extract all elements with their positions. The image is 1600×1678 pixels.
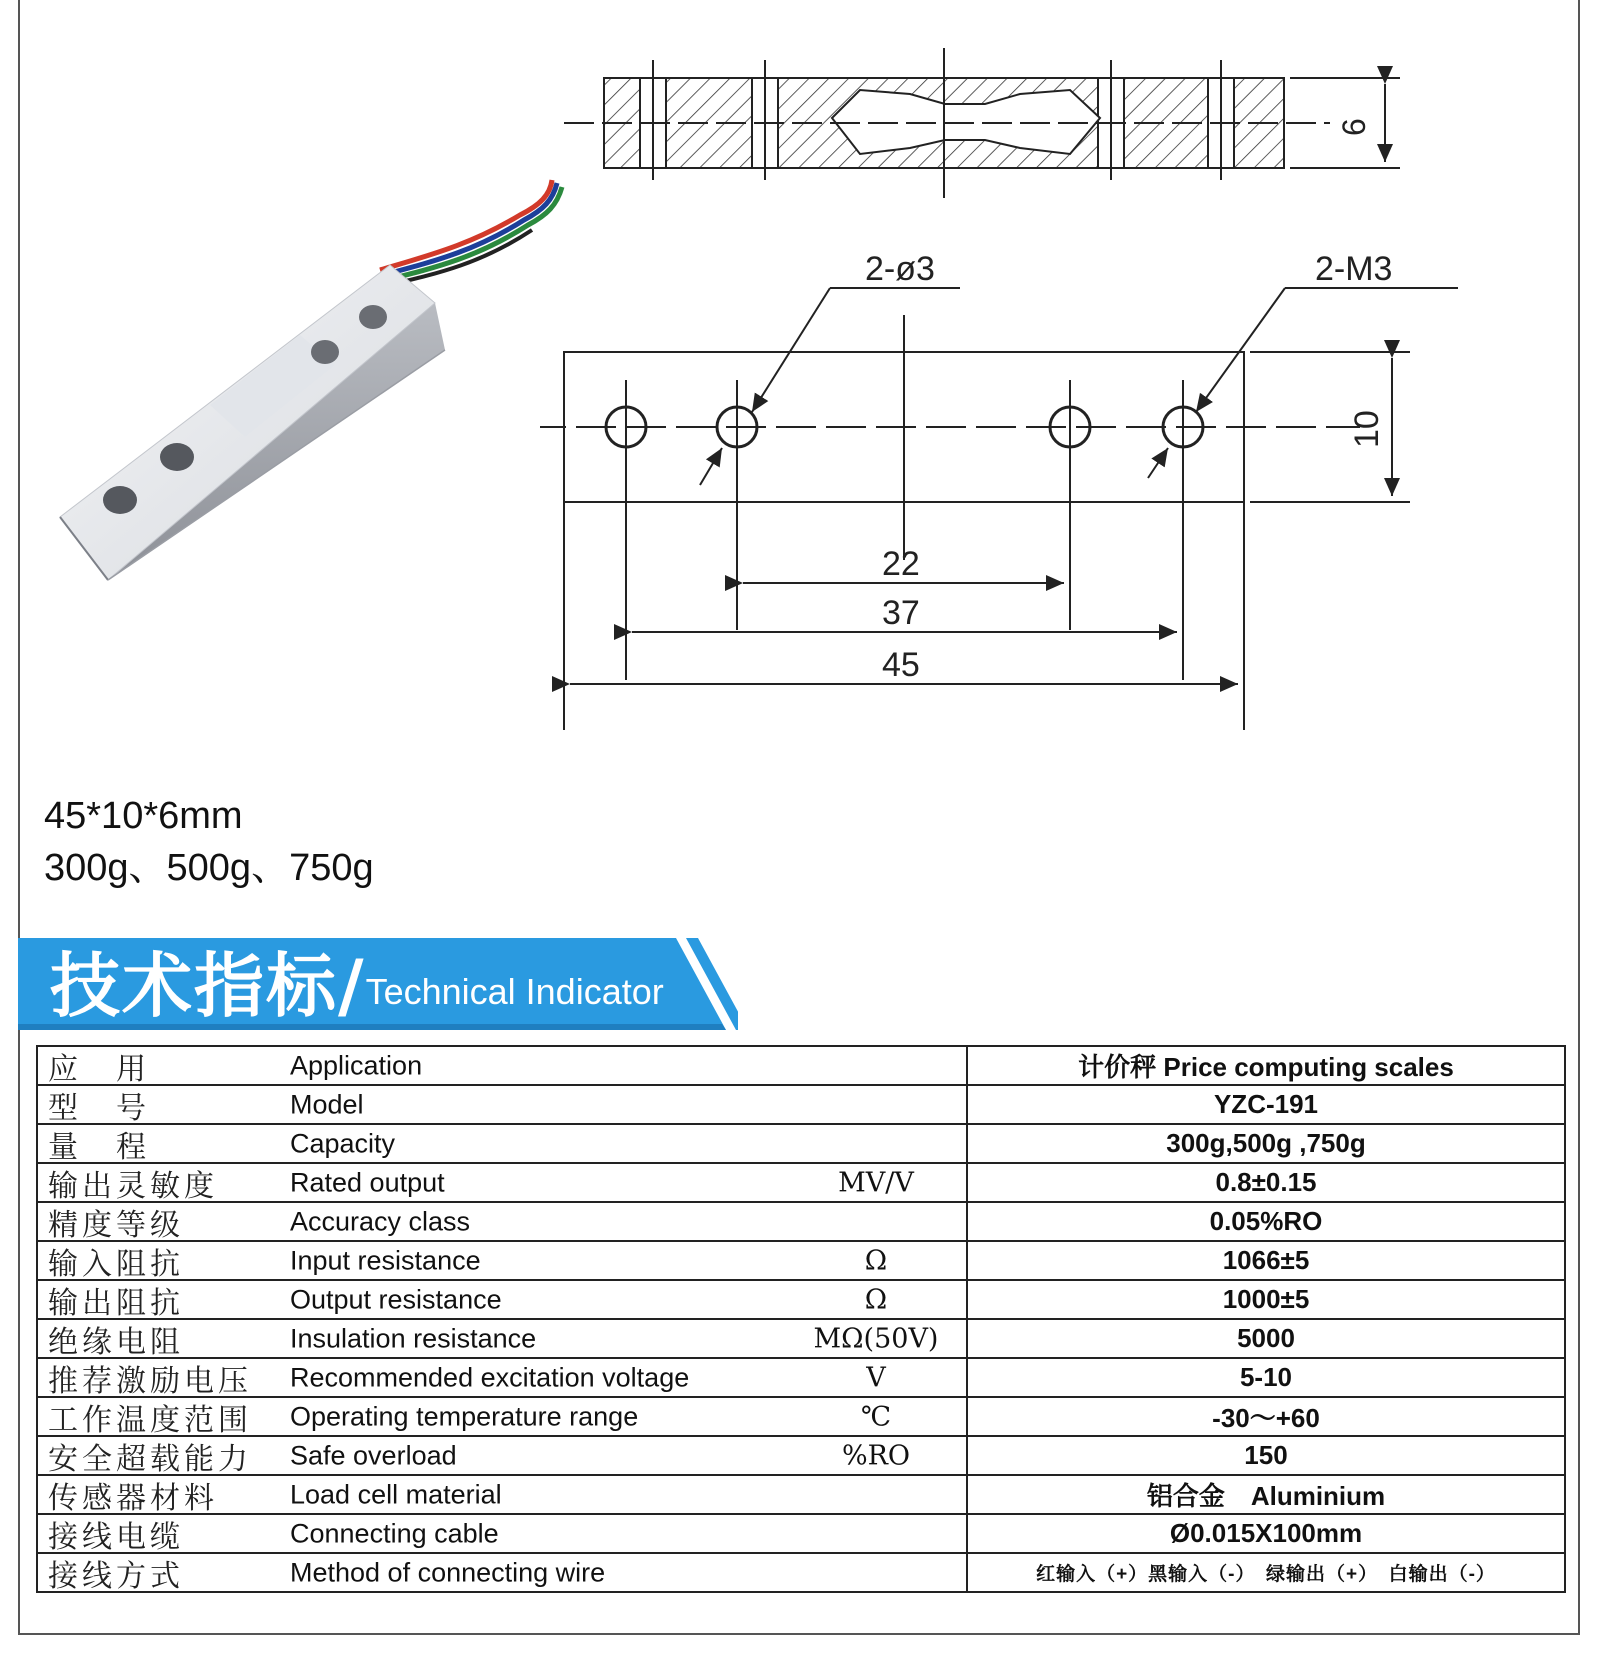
spec-unit: MΩ(50V) xyxy=(813,1323,939,1354)
spec-row xyxy=(37,1124,1565,1163)
spec-row xyxy=(37,1085,1565,1124)
section-title-cn: 技术指标/ xyxy=(50,945,366,1027)
spec-param-cn: 推荐激励电压 xyxy=(48,1363,252,1397)
spec-unit: ℃ xyxy=(860,1401,892,1432)
spec-param-cn: 输出阻抗 xyxy=(48,1285,184,1319)
spec-row xyxy=(37,1397,1565,1436)
spec-value: 1066±5 xyxy=(967,1241,1565,1280)
spec-row xyxy=(37,1046,1565,1085)
spec-value: 150 xyxy=(967,1436,1565,1475)
spec-row xyxy=(37,1202,1565,1241)
spec-row xyxy=(37,1241,1565,1280)
section-title-en: Technical Indicator xyxy=(365,971,664,1012)
spec-unit: MV/V xyxy=(838,1167,914,1198)
threads-label: 2-M3 xyxy=(1315,250,1393,288)
load-cell-photo xyxy=(50,175,610,645)
spec-param-cell xyxy=(37,1124,967,1163)
spec-param-en: Rated output xyxy=(290,1167,445,1197)
spec-row xyxy=(37,1514,1565,1553)
spec-value: -30～+60 xyxy=(967,1397,1565,1436)
product-size: 45*10*6mm xyxy=(44,795,243,837)
spec-param-en: Insulation resistance xyxy=(290,1323,537,1353)
top-plan-view xyxy=(540,288,1458,730)
spec-param-en: Recommended excitation voltage xyxy=(290,1362,690,1392)
spec-value: 5000 xyxy=(967,1319,1565,1358)
spec-value: 5-10 xyxy=(967,1358,1565,1397)
spec-row xyxy=(37,1319,1565,1358)
spec-param-cn: 输出灵敏度 xyxy=(48,1168,218,1202)
spec-param-en: Application xyxy=(290,1050,423,1080)
spec-value: 0.05%RO xyxy=(967,1202,1565,1241)
spec-param-cell xyxy=(37,1202,967,1241)
spec-param-cell xyxy=(37,1046,967,1085)
spec-param-cn: 工作温度范围 xyxy=(48,1402,252,1436)
technical-drawing xyxy=(540,30,1580,770)
dim-width-label: 10 xyxy=(1348,410,1386,448)
spec-value: YZC-191 xyxy=(967,1085,1565,1124)
spec-param-cn: 接线电缆 xyxy=(48,1519,184,1553)
spec-row xyxy=(37,1553,1565,1592)
product-capacities: 300g、500g、750g xyxy=(44,847,374,889)
spec-value: Ø0.015X100mm xyxy=(967,1514,1565,1553)
spec-param-cell xyxy=(37,1358,967,1397)
spec-row xyxy=(37,1280,1565,1319)
spec-param-en: Load cell material xyxy=(290,1479,502,1509)
spec-param-cn: 型 号 xyxy=(48,1090,150,1124)
spec-param-cn: 接线方式 xyxy=(48,1558,184,1592)
spec-row xyxy=(37,1475,1565,1514)
product-summary xyxy=(44,790,374,894)
holes-label: 2-ø3 xyxy=(865,250,935,288)
spec-param-cn: 安全超载能力 xyxy=(48,1441,252,1475)
spec-value: 铝合金 Aluminium xyxy=(967,1475,1565,1514)
spec-param-en: Connecting cable xyxy=(290,1518,499,1548)
spec-param-en: Output resistance xyxy=(290,1284,502,1314)
spec-value: 红输入（+）黑输入（-） 绿输出（+） 白输出（-） xyxy=(967,1553,1565,1592)
spec-param-cell xyxy=(37,1397,967,1436)
spec-value: 计价秤 Price computing scales xyxy=(967,1046,1565,1085)
spec-param-cn: 输入阻抗 xyxy=(48,1246,184,1280)
spec-param-cell xyxy=(37,1319,967,1358)
spec-unit: Ω xyxy=(864,1245,888,1276)
spec-row xyxy=(37,1436,1565,1475)
dim-height-label: 6 xyxy=(1336,118,1372,136)
spec-param-en: Method of connecting wire xyxy=(290,1557,606,1587)
dim-22-label: 22 xyxy=(882,545,920,583)
spec-value: 0.8±0.15 xyxy=(967,1163,1565,1202)
spec-table xyxy=(36,1045,1566,1593)
spec-param-cell xyxy=(37,1163,967,1202)
spec-table-body xyxy=(37,1046,1565,1592)
spec-param-en: Capacity xyxy=(290,1128,396,1158)
spec-param-cn: 精度等级 xyxy=(48,1207,184,1241)
spec-param-cell xyxy=(37,1514,967,1553)
spec-param-en: Model xyxy=(290,1089,364,1119)
spec-param-en: Accuracy class xyxy=(290,1206,471,1236)
spec-value: 1000±5 xyxy=(967,1280,1565,1319)
spec-param-cell xyxy=(37,1280,967,1319)
spec-param-cell xyxy=(37,1436,967,1475)
spec-value: 300g,500g ,750g xyxy=(967,1124,1565,1163)
spec-param-cn: 应 用 xyxy=(48,1051,150,1085)
spec-param-cn: 量 程 xyxy=(48,1129,150,1163)
spec-param-en: Operating temperature range xyxy=(290,1401,639,1431)
dim-45-label: 45 xyxy=(882,646,920,684)
side-section-view xyxy=(564,48,1400,198)
spec-row xyxy=(37,1163,1565,1202)
spec-param-en: Safe overload xyxy=(290,1440,457,1470)
spec-unit: Ω xyxy=(864,1284,888,1315)
spec-param-cell xyxy=(37,1475,967,1514)
spec-unit: V xyxy=(866,1362,886,1393)
spec-param-cell xyxy=(37,1241,967,1280)
dim-37-label: 37 xyxy=(882,594,920,632)
spec-param-cell xyxy=(37,1553,967,1592)
spec-param-cell xyxy=(37,1085,967,1124)
spec-row xyxy=(37,1358,1565,1397)
spec-param-en: Input resistance xyxy=(290,1245,481,1275)
spec-param-cn: 传感器材料 xyxy=(48,1480,218,1514)
section-title xyxy=(50,940,664,1032)
spec-param-cn: 绝缘电阻 xyxy=(48,1324,184,1358)
spec-unit: %RO xyxy=(841,1440,911,1471)
